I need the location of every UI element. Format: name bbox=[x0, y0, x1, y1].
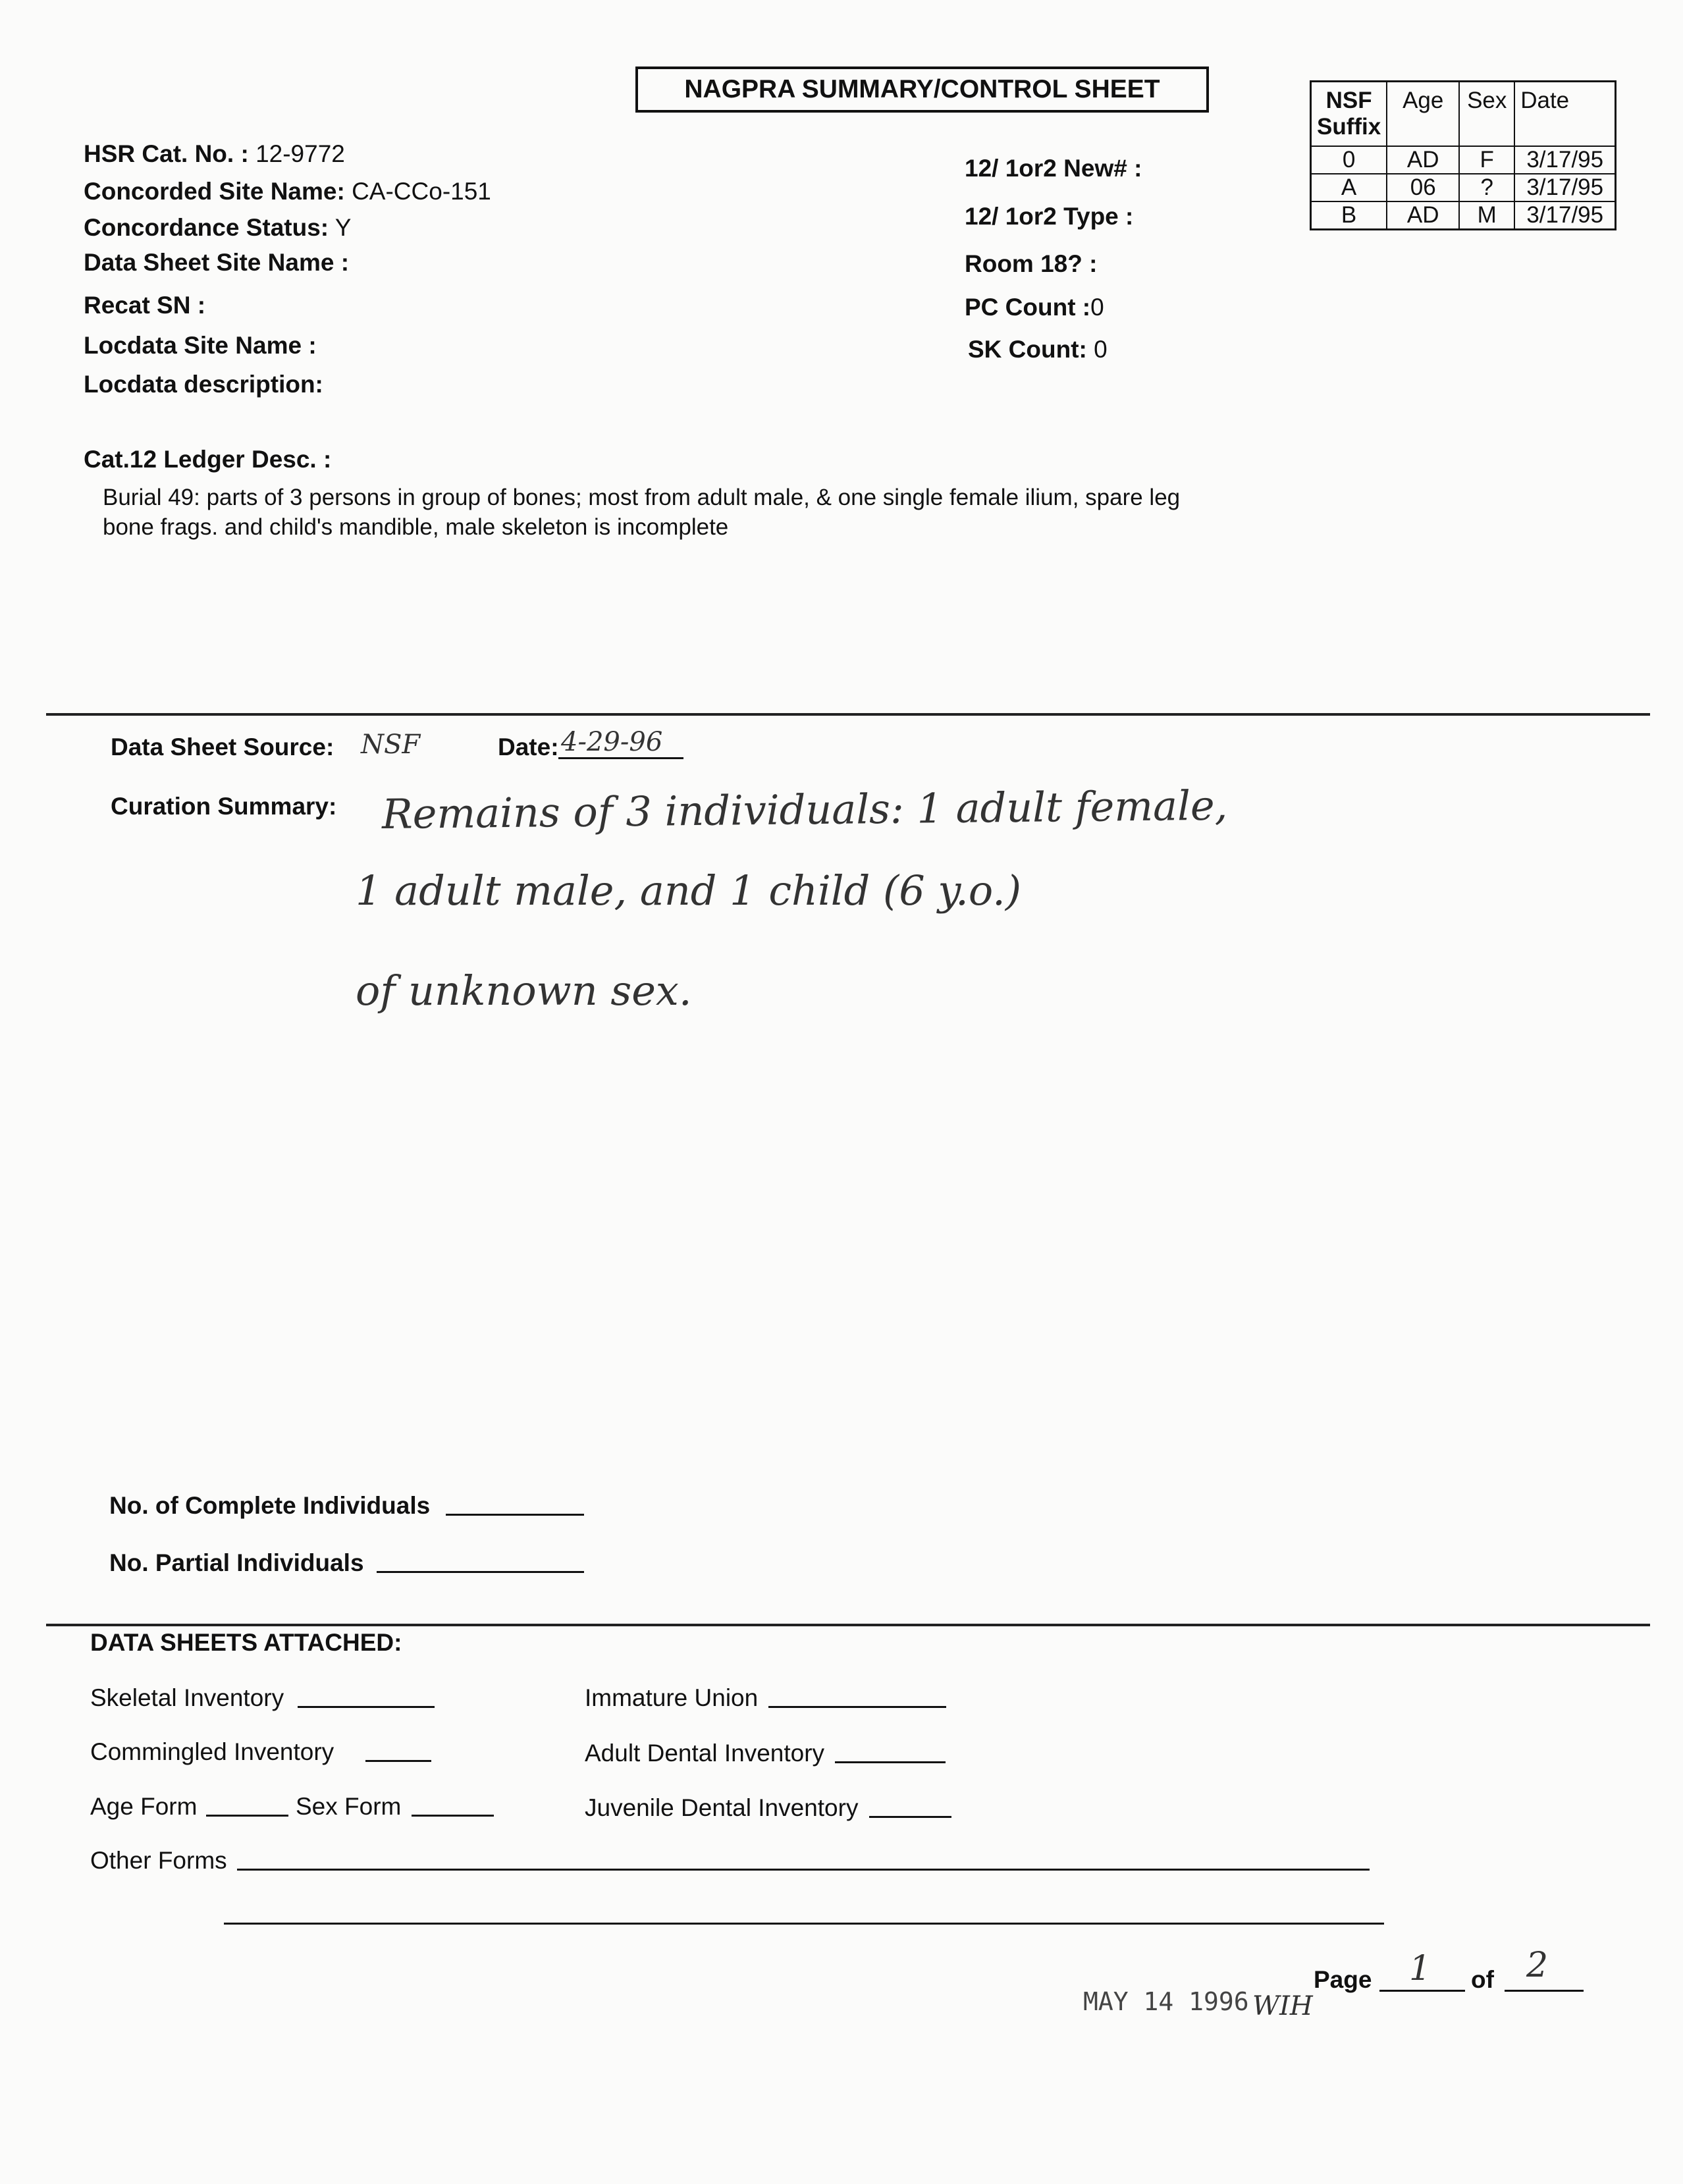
immature-union-line bbox=[768, 1706, 946, 1708]
table-row bbox=[1311, 201, 1616, 230]
other-forms-line-2 bbox=[224, 1923, 1384, 1925]
table-cell: A bbox=[1311, 174, 1387, 201]
hsr-cat-label: HSR Cat. No. : bbox=[84, 140, 249, 167]
data-sheet-site-label: Data Sheet Site Name : bbox=[84, 249, 350, 276]
received-date-stamp: MAY 14 1996 bbox=[1083, 1987, 1249, 2016]
table-cell: 3/17/95 bbox=[1514, 201, 1616, 230]
locdata-description-label: Locdata description: bbox=[84, 371, 323, 398]
table-cell: F bbox=[1459, 146, 1514, 174]
total-pages-value: 2 bbox=[1526, 1946, 1549, 1985]
sk-count-field bbox=[968, 336, 1108, 363]
sex-header: Sex bbox=[1459, 82, 1514, 147]
ledger-label: Cat.12 Ledger Desc. : bbox=[84, 446, 332, 473]
nsf-table bbox=[1310, 80, 1616, 230]
of-label: of bbox=[1471, 1966, 1494, 1993]
date-underline bbox=[558, 757, 683, 759]
new-number-label: 12/ 1or2 New# : bbox=[965, 155, 1142, 182]
partial-individuals-line bbox=[377, 1571, 584, 1573]
curation-summary-line-3: of unknown sex. bbox=[356, 967, 692, 1015]
table-cell: 3/17/95 bbox=[1514, 146, 1616, 174]
divider bbox=[46, 1624, 1650, 1626]
immature-union-label: Immature Union bbox=[585, 1684, 759, 1711]
concordance-status-field bbox=[84, 214, 351, 242]
data-sheet-source-label: Data Sheet Source: bbox=[111, 733, 334, 760]
ledger-line-1: Burial 49: parts of 3 persons in group of bones; most from adult male, & one single female ilium, spare leg bbox=[103, 485, 1181, 510]
data-sheets-heading: DATA SHEETS ATTACHED: bbox=[90, 1629, 402, 1656]
date-value: 4-29-96 bbox=[561, 727, 663, 757]
page-title: NAGPRA SUMMARY/CONTROL SHEET bbox=[635, 67, 1209, 113]
complete-individuals-label: No. of Complete Individuals bbox=[109, 1492, 431, 1519]
sex-form-line bbox=[412, 1815, 494, 1817]
table-cell: 3/17/95 bbox=[1514, 174, 1616, 201]
page-number-value: 1 bbox=[1409, 1949, 1431, 1988]
commingled-inventory-label: Commingled Inventory bbox=[90, 1738, 334, 1765]
juvenile-dental-line bbox=[869, 1816, 951, 1818]
juvenile-dental-label: Juvenile Dental Inventory bbox=[585, 1794, 859, 1821]
page-label: Page bbox=[1314, 1966, 1372, 1993]
commingled-inventory-line bbox=[365, 1760, 431, 1762]
sex-form-label: Sex Form bbox=[296, 1793, 402, 1820]
recat-sn-label: Recat SN : bbox=[84, 292, 206, 319]
hsr-cat-field bbox=[84, 140, 345, 168]
age-form-line bbox=[206, 1815, 288, 1817]
curation-summary-line-1: Remains of 3 individuals: 1 adult female, bbox=[381, 781, 1228, 838]
room-18-label: Room 18? : bbox=[965, 250, 1098, 277]
other-forms-line bbox=[237, 1869, 1370, 1871]
data-sheet-source-value: NSF bbox=[361, 730, 421, 760]
curation-summary-line-2: 1 adult male, and 1 child (6 y.o.) bbox=[356, 866, 1022, 915]
table-cell: 06 bbox=[1387, 174, 1459, 201]
pc-count-value: 0 bbox=[1090, 294, 1104, 321]
concorded-site-label: Concorded Site Name: bbox=[84, 178, 345, 205]
table-cell: AD bbox=[1387, 201, 1459, 230]
adult-dental-label: Adult Dental Inventory bbox=[585, 1740, 825, 1767]
table-row bbox=[1311, 146, 1616, 174]
table-cell: ? bbox=[1459, 174, 1514, 201]
skeletal-inventory-line bbox=[298, 1706, 435, 1708]
other-forms-label: Other Forms bbox=[90, 1847, 227, 1874]
stamp-initials: WIH bbox=[1252, 1991, 1313, 2021]
total-pages-line bbox=[1505, 1990, 1584, 1992]
age-form-label: Age Form bbox=[90, 1793, 198, 1820]
curation-summary-label: Curation Summary: bbox=[111, 793, 337, 820]
sk-count-label: SK Count: bbox=[968, 336, 1087, 363]
table-cell: AD bbox=[1387, 146, 1459, 174]
locdata-site-label: Locdata Site Name : bbox=[84, 332, 317, 359]
pc-count-field bbox=[965, 294, 1104, 321]
divider bbox=[46, 713, 1650, 716]
table-cell: B bbox=[1311, 201, 1387, 230]
date-header: Date bbox=[1514, 82, 1616, 147]
concorded-site-value: CA-CCo-151 bbox=[352, 178, 491, 205]
concorded-site-field bbox=[84, 178, 491, 205]
page-number-line bbox=[1379, 1990, 1465, 1992]
skeletal-inventory-label: Skeletal Inventory bbox=[90, 1684, 284, 1711]
nsf-suffix-header: NSF Suffix bbox=[1311, 82, 1387, 147]
concordance-status-value: Y bbox=[334, 214, 352, 241]
sk-count-value: 0 bbox=[1094, 336, 1108, 363]
pc-count-label: PC Count : bbox=[965, 294, 1091, 321]
partial-individuals-label: No. Partial Individuals bbox=[109, 1549, 364, 1576]
nsf-table-header bbox=[1311, 82, 1616, 147]
type-label: 12/ 1or2 Type : bbox=[965, 203, 1134, 230]
adult-dental-line bbox=[835, 1761, 946, 1763]
complete-individuals-line bbox=[446, 1514, 584, 1516]
table-cell: 0 bbox=[1311, 146, 1387, 174]
hsr-cat-value: 12-9772 bbox=[255, 140, 345, 167]
ledger-line-2: bone frags. and child's mandible, male skeleton is incomplete bbox=[103, 514, 729, 540]
table-row bbox=[1311, 174, 1616, 201]
age-header: Age bbox=[1387, 82, 1459, 147]
table-cell: M bbox=[1459, 201, 1514, 230]
concordance-status-label: Concordance Status: bbox=[84, 214, 329, 241]
date-label: Date: bbox=[498, 733, 559, 760]
